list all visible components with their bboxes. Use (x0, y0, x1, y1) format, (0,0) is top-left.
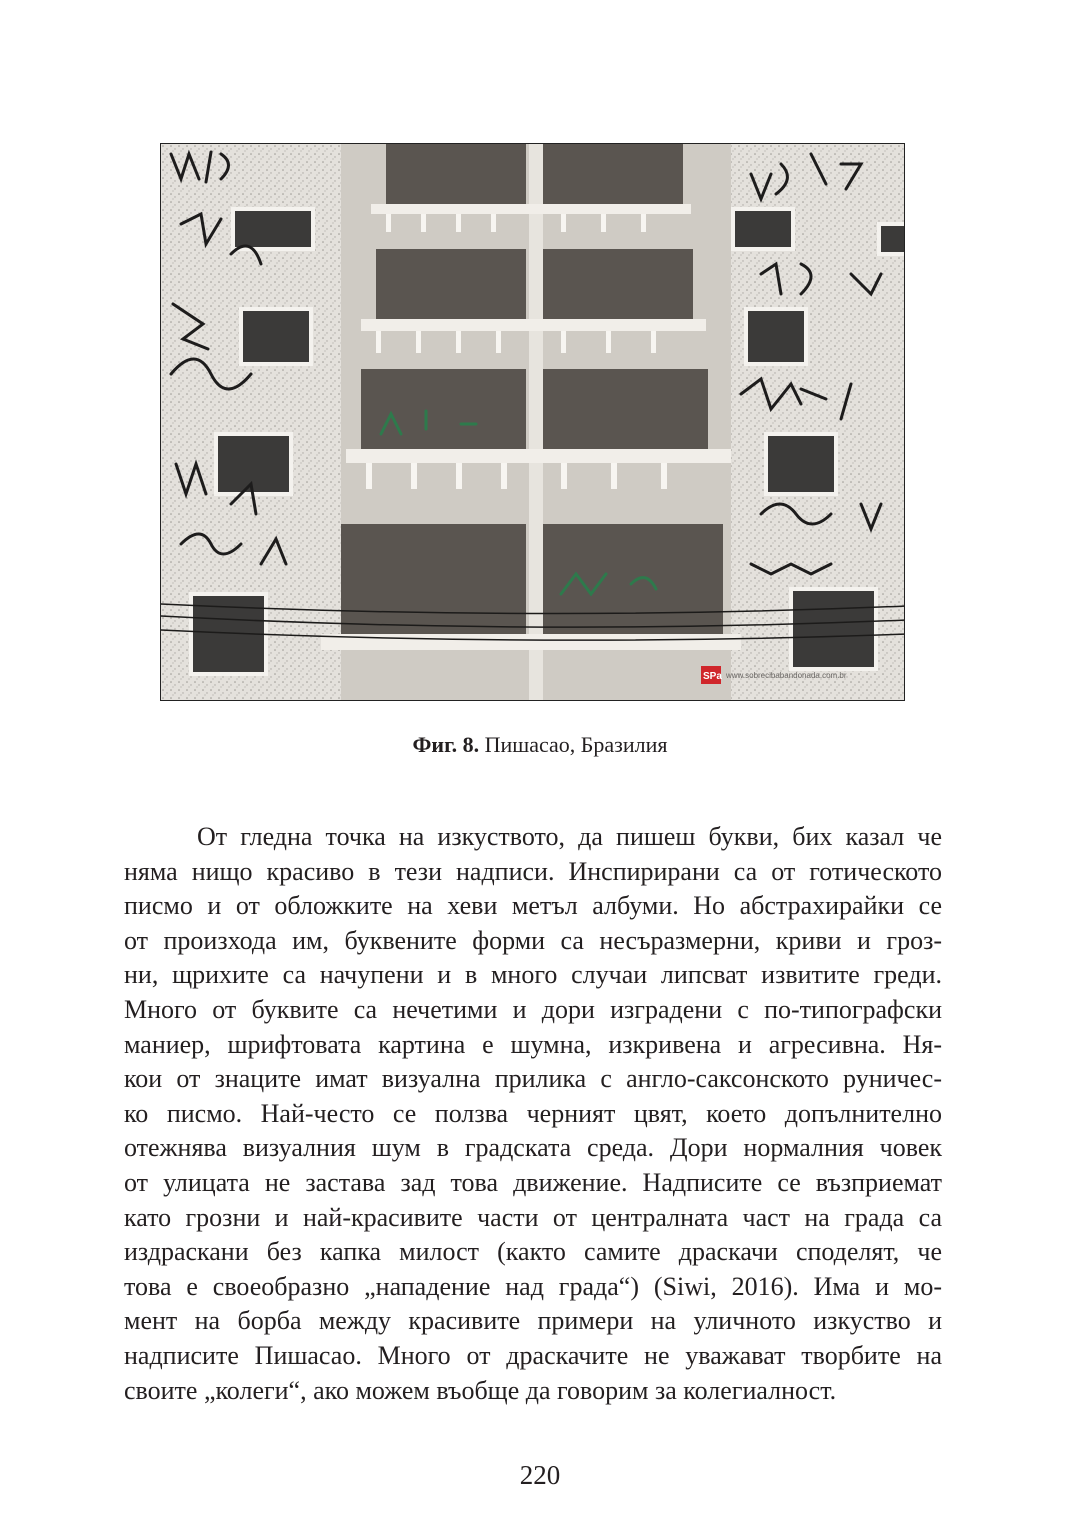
caption-label: Фиг. 8. (412, 732, 480, 757)
text-line: своите „колеги“, ако можем въобще да говорим за колегиалност. (124, 1375, 837, 1405)
text-line: кои от знаците имат визуална прилика с англо-саксонското руничес- (124, 1064, 942, 1094)
text-line: издраскани без капка милост (както самите драскачи споделят, че (124, 1237, 942, 1267)
text-line: ни, щрихите са начупени и в много случаи липсват извитите греди. (124, 960, 942, 990)
page-number: 220 (519, 1460, 561, 1490)
text-line: От гледна точка на изкуството, да пишеш букви, бих казал че (197, 822, 942, 851)
body-paragraph (124, 820, 942, 1408)
text-line: като грозни и най-красивите части от централната част на града са (124, 1202, 942, 1232)
caption-text: Пишасао, Бразилия (479, 732, 668, 757)
text-line: Много от буквите са нечетими и дори изградени с по-типографски (124, 994, 942, 1024)
watermark-logo: SPa (703, 671, 722, 682)
watermark-url: www.sobrecibabandonada.com.br (726, 671, 847, 680)
text-line: надписите Пишасао. Много от драскачите не уважават творбите на (124, 1340, 942, 1370)
building-graffiti-photo (161, 144, 905, 701)
text-line: отежнява визуалния шум в градската среда. Дори нормалния човек (124, 1133, 942, 1163)
text-line: няма нищо красиво в тези надписи. Инспирирани са от готическото (124, 856, 942, 886)
text-line: маниер, шрифтовата картина е шумна, изкривена и агресивна. Ня- (124, 1029, 942, 1059)
text-line: от улицата не застава зад това движение. Надписите се възприемат (124, 1167, 942, 1197)
text-line: това е своеобразно „нападение над града“) (Siwi, 2016). Има и мо- (124, 1271, 942, 1301)
text-line: ко писмо. Най-често се ползва черният цвят, което допълнително (124, 1098, 942, 1128)
figure-photo (160, 143, 905, 701)
text-line: мент на борба между красивите примери на уличното изкуство и (124, 1306, 942, 1336)
text-line: от произхода им, буквените форми са несъразмерни, криви и гроз- (124, 925, 942, 955)
figure-caption (0, 732, 1080, 758)
text-line: писмо и от обложките на хеви метъл албуми. Но абстрахирайки се (124, 891, 942, 921)
